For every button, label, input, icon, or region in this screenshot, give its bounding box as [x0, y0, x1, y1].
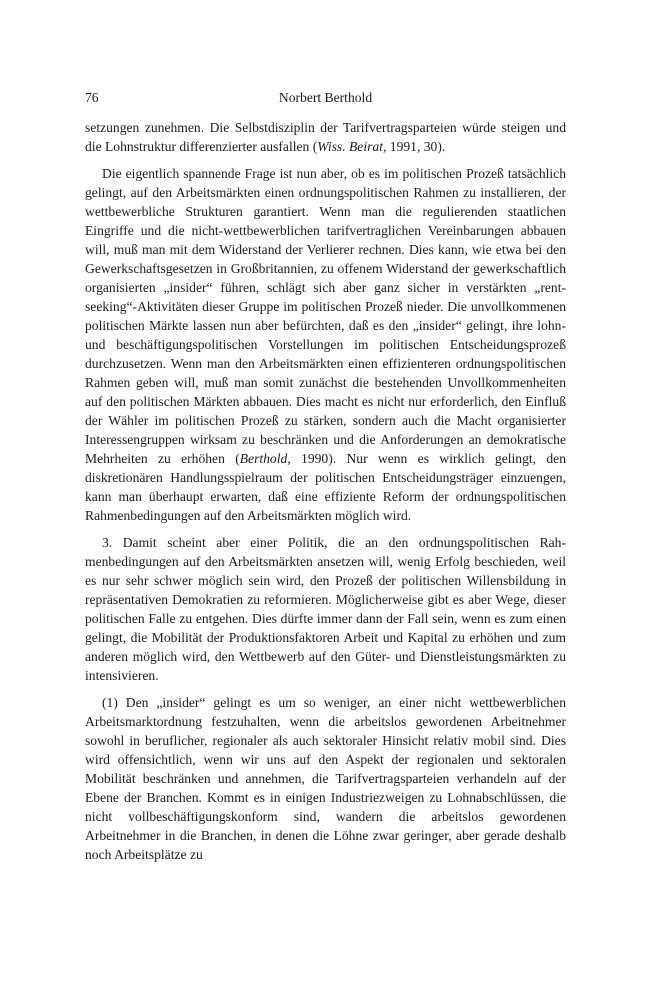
paragraph-1 — [85, 118, 566, 156]
text-run: 1990). Nur wenn es wirklich gelingt, den diskretionären Handlungsspielraum der politischen Entscheidungsträger einzuengen, kann man überhaupt erwarten, daß eine effiziente Reform der ordnungspolitischen Rahmenbedingungen auf den Arbeitsmärkten möglich wird. — [85, 451, 566, 523]
paragraph-2 — [85, 164, 566, 525]
page-number: 76 — [85, 90, 99, 105]
running-head: Norbert Berthold — [278, 90, 373, 105]
citation-author: Berthold, — [239, 451, 291, 466]
document-page — [85, 88, 566, 864]
paragraph-4 — [85, 693, 566, 864]
text-run: (1) Den „insider“ gelingt es um so weniger, an einer nicht wettbewerblichen Arbeitsmarktordnung festzuhalten, wenn die arbeitslos gewordenen Arbeitnehmer sowohl in beruflicher, regionaler als auch sektoraler Hinsicht relativ mobil sind. Dies wird offensichtlich, wenn wir uns auf den Aspekt der regionalen und sektoralen Mobilität beschränken und annehmen, die Tarifvertragsparteien verhandeln auf der Ebene der Branchen. Kommt es in einigen Industriezweigen zu Lohnabschlüssen, die nicht vollbeschäftigungskonform sind, wandern die arbeitslos gewordenen Arbeitnehmer in die Branchen, in denen die Löhne zwar geringer, aber gerade deshalb noch Arbeitsplätze zu — [85, 695, 566, 862]
text-run: 1991, 30). — [386, 139, 446, 154]
text-run: 3. Damit scheint aber einer Politik, die an den ordnungspolitischen Rahmenbedingungen auf den Arbeitsmärkten ansetzen will, wenig Erfolg beschieden, weil es nur sehr schwer möglich sein wird, den Prozeß der politischen Willensbildung in repräsentativen Demokratien zu reformieren. Möglicherweise gibt es aber Wege, dieser politischen Falle zu entgehen. Dies dürfte immer dann der Fall sein, wenn es zum einen gelingt, die Mobilität der Produktionsfaktoren Arbeit und Kapital zu erhöhen und zum anderen möglich wird, den Wettbewerb auf den Güter- und Dienstleistungsmärkten zu intensivieren. — [85, 535, 566, 683]
paragraph-3 — [85, 533, 566, 685]
page-header — [85, 88, 566, 107]
text-run: setzungen zunehmen. Die Selbstdisziplin der Tarifvertragsparteien würde steigen und die Lohnstruktur differenzierter ausfallen ( — [85, 120, 566, 154]
citation-author: Wiss. Beirat, — [317, 139, 387, 154]
text-run: Die eigentlich spannende Frage ist nun aber, ob es im politischen Prozeß tatsächlich gelingt, auf den Arbeitsmärkten einen ordnungspolitischen Rahmen zu installieren, der wettbewerbliche Strukturen garantiert. Wenn man die regulierenden staatlichen Eingriffe und die nicht-wettbewerblichen tarifvertraglichen Vereinbarungen abbauen will, muß man mit dem Widerstand der Verlierer rechnen. Dies kann, wie etwa bei den Gewerkschaftsgesetzen in Großbritannien, zu offenem Widerstand der gewerkschaftlich organisierten „insider“ führen, schlägt sich aber ganz sicher in verstärkten „rent-seeking“-Aktivitäten dieser Gruppe im politischen Prozeß nieder. Die unvollkommenen politischen Märkte lassen nun aber befürchten, daß es den „insider“ gelingt, ihre lohn- und beschäftigungspolitischen Vorstellungen im politischen Entscheidungsprozeß durchzusetzen. Wenn man den Arbeitsmärkten einen effizienteren ordnungspolitischen Rahmen geben will, muß man somit zunächst die bestehenden Unvollkommenheiten auf den politischen Märkten abbauen. Dies macht es nicht nur erforderlich, den Einfluß der Wähler im politischen Prozeß zu stärken, sondern auch die Macht organisierter Interessengruppen wirksam zu beschränken und die Anforderungen an demokratische Mehrheiten zu erhöhen ( — [85, 166, 566, 466]
